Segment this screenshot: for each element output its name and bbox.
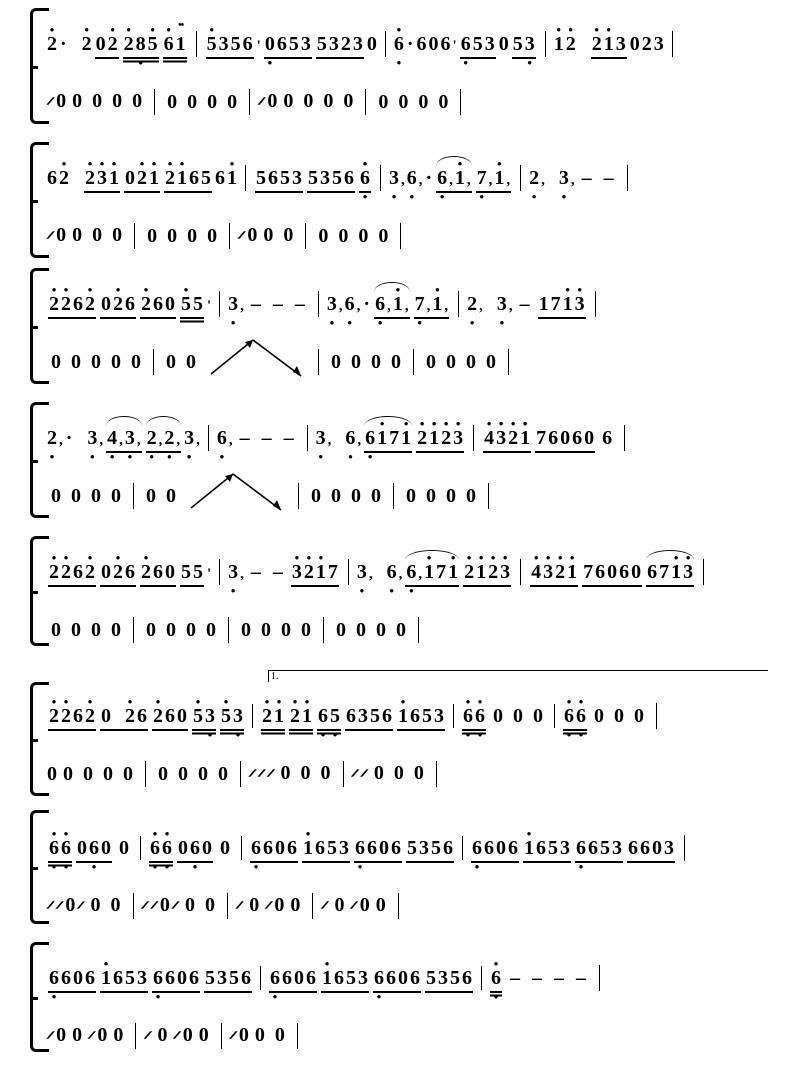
measure: • 6 • – – – – [488, 967, 592, 990]
measure: • 4 • 3 • 2 • 1 7 6 0 6 0 6 7 • 1 • 3 [528, 562, 696, 583]
system-2 [0, 124, 800, 258]
measure: 0 0 0 0 0 [51, 351, 141, 373]
measure: • 2 · • 2 0 • 2 • 2 8 • • 5 • 6 •• 1 [46, 33, 189, 56]
measure: 6 • 6 0 6 • 1 6 5 3 6 • 6 0 6 5 3 5 6 [267, 968, 475, 989]
measure: 𝄍 0 0 0 [237, 224, 294, 247]
measure: 0 0 0 0 [241, 619, 311, 641]
system-7-upper-staff [46, 800, 800, 878]
measure: 0 0 0 0 [51, 619, 121, 641]
measure: 0 0 0 0 [406, 485, 476, 507]
measure: • 4 • 3 • 2 • 1 7 6 0 6 0 6 [481, 428, 617, 449]
measure: 3 • , 6 • , · 6 • , • 1 , 7 • , • 1 , [326, 293, 451, 316]
measure: 3 • , 6 • , 6 • • 1 7 • 1 • 2 • 1 • 2 • 3 [315, 428, 467, 449]
measure: 0 0 0 0 [426, 351, 496, 373]
measure: 𝄍 0 0 0 0 0 [257, 90, 354, 113]
measure: 0 0 0 0 [167, 91, 238, 113]
measure: 6 • 6 0 6 • 1 6 5 3 6 • 6 5 3 6 6 0 3 [469, 838, 677, 859]
measure: 6 • , – – – [216, 427, 300, 450]
measure: • 6 • · 6 0 6 ' 6 • 5 3 0 5 3 • [393, 33, 538, 56]
volta-label: 1. [271, 671, 279, 682]
measure: 6 • 6 0 6 • 1 6 5 3 6 • 6 0 6 5 3 5 6 [248, 838, 456, 859]
measure: 0 0 0 0 [158, 763, 228, 785]
measure: 3 • , – – • 3 • 2 • 1 7 [227, 561, 341, 584]
measure: 2 • , · 3 • , 4 • , 3 • , 2 • , 2 • , 3 • , [46, 427, 201, 450]
glissando-arrows [205, 336, 315, 382]
measure: 𝄍 0 𝄍 0 0 [235, 894, 301, 917]
system-4 [0, 392, 800, 526]
measure: 𝄍 𝄍 𝄍 0 0 0 [248, 762, 331, 785]
measure: 𝄍 0 𝄍 0 0 [143, 1024, 209, 1047]
system-4-lower-staff [46, 468, 800, 524]
measure: 𝄍 0 0 𝄍 0 0 [46, 1024, 124, 1047]
measure: 2 • , 3 • , – – [528, 167, 620, 190]
measure: 0 0 0 0 [311, 485, 381, 507]
measure: • 6 • • 6 • 0 0 0 [561, 706, 649, 727]
system-7-lower-staff [46, 878, 800, 934]
system-5 [0, 526, 800, 660]
measure: 𝄍 0 0 0 0 [46, 224, 123, 247]
measure: 0 0 0 0 [318, 225, 389, 247]
measure: 2 • , 3 • , – 1 7 • 1 • 3 [466, 293, 588, 316]
measure: • 2 • 2 6 • 2 0 • 2 6 • 2 6 0 5 5 ' [46, 562, 212, 583]
measure: • 5 3 5 6 ' 0 • 6 5 3 5 3 2 3 0 [204, 34, 378, 55]
system-2-upper-staff [46, 124, 800, 208]
measure: 0 0 0 0 [51, 485, 121, 507]
measure: 6 • 2 • 2 • 3 • 1 0 • 2 • 1 • 2 • 1 6 5 6 • 1 [46, 168, 238, 189]
system-8 [0, 934, 800, 1054]
measure: 3 • , 6 • , 6 • , • 1 7 • 1 • 2 • 1 • 2 • 3 [356, 562, 513, 583]
measure: 5 6 5 3 5 3 5 6 • 6 • [253, 168, 373, 189]
measure: • 6 • • 6 • 0 6 • 0 0 [46, 838, 134, 859]
measure: 0 0 [141, 486, 291, 506]
measure: 𝄍 0 0 0 0 0 [46, 90, 143, 113]
measure: • 2 • 2 6 • 2 0 • 2 6 • 2 6 0 • 5 3 • • 5 3 • [46, 706, 246, 727]
measure: 𝄍 𝄍 0 𝄍 0 0 [140, 894, 216, 917]
measure: 0 0 0 0 [331, 351, 401, 373]
measure: • 2 • 2 6 • 2 0 • 2 6 • 2 6 0 • 5 5 ' [46, 294, 212, 315]
measure: 𝄍 0 𝄍 0 0 [320, 894, 386, 917]
system-3 [0, 258, 800, 392]
measure: • 6 • • 6 • 0 6 • 0 0 [147, 838, 235, 859]
system-1 [0, 0, 800, 124]
measure: 6 • 6 0 6 • 1 6 5 3 6 • 6 0 6 5 3 5 6 [46, 968, 254, 989]
measure: 0 0 0 0 [146, 619, 216, 641]
measure: • 6 • • 6 • 0 0 0 [460, 706, 548, 727]
system-8-lower-staff [46, 1008, 800, 1064]
measure: 𝄍 𝄍 0 𝄍 0 0 [46, 894, 121, 917]
system-1-lower-staff [46, 74, 800, 130]
system-1-upper-staff [46, 0, 800, 74]
system-6-lower-staff [46, 746, 800, 802]
system-3-lower-staff [46, 334, 800, 390]
measure: 0 0 0 0 [336, 619, 406, 641]
system-7 [0, 800, 800, 934]
system-6 [0, 660, 800, 800]
system-5-lower-staff [46, 602, 800, 658]
system-5-upper-staff [46, 526, 800, 602]
system-2-lower-staff [46, 208, 800, 264]
glissando-arrows [185, 470, 295, 516]
measure: 3 • , – – – [227, 293, 311, 316]
measure: 0 0 0 0 [147, 225, 218, 247]
measure: 0 0 0 0 0 [47, 763, 133, 785]
measure: • 1 • 2 • 2 • 1 3 0 2 3 [553, 34, 665, 55]
measure: 𝄍 0 0 0 [228, 1024, 285, 1047]
system-4-upper-staff [46, 392, 800, 468]
system-8-upper-staff [46, 934, 800, 1008]
measure: • 2 • 1 • 2 • 1 6 • 5 • 6 3 5 6 • 1 6 5 3 [259, 706, 447, 727]
measure: 0 0 [161, 352, 311, 372]
measure: 𝄍 𝄍 0 0 0 [350, 762, 424, 785]
measure: 0 0 0 0 [378, 91, 449, 113]
system-6-upper-staff [46, 660, 800, 746]
measure: 3 • , 6 • , · 6 • , • 1 , 7 • , • 1 , [388, 167, 513, 190]
system-3-upper-staff [46, 258, 800, 334]
